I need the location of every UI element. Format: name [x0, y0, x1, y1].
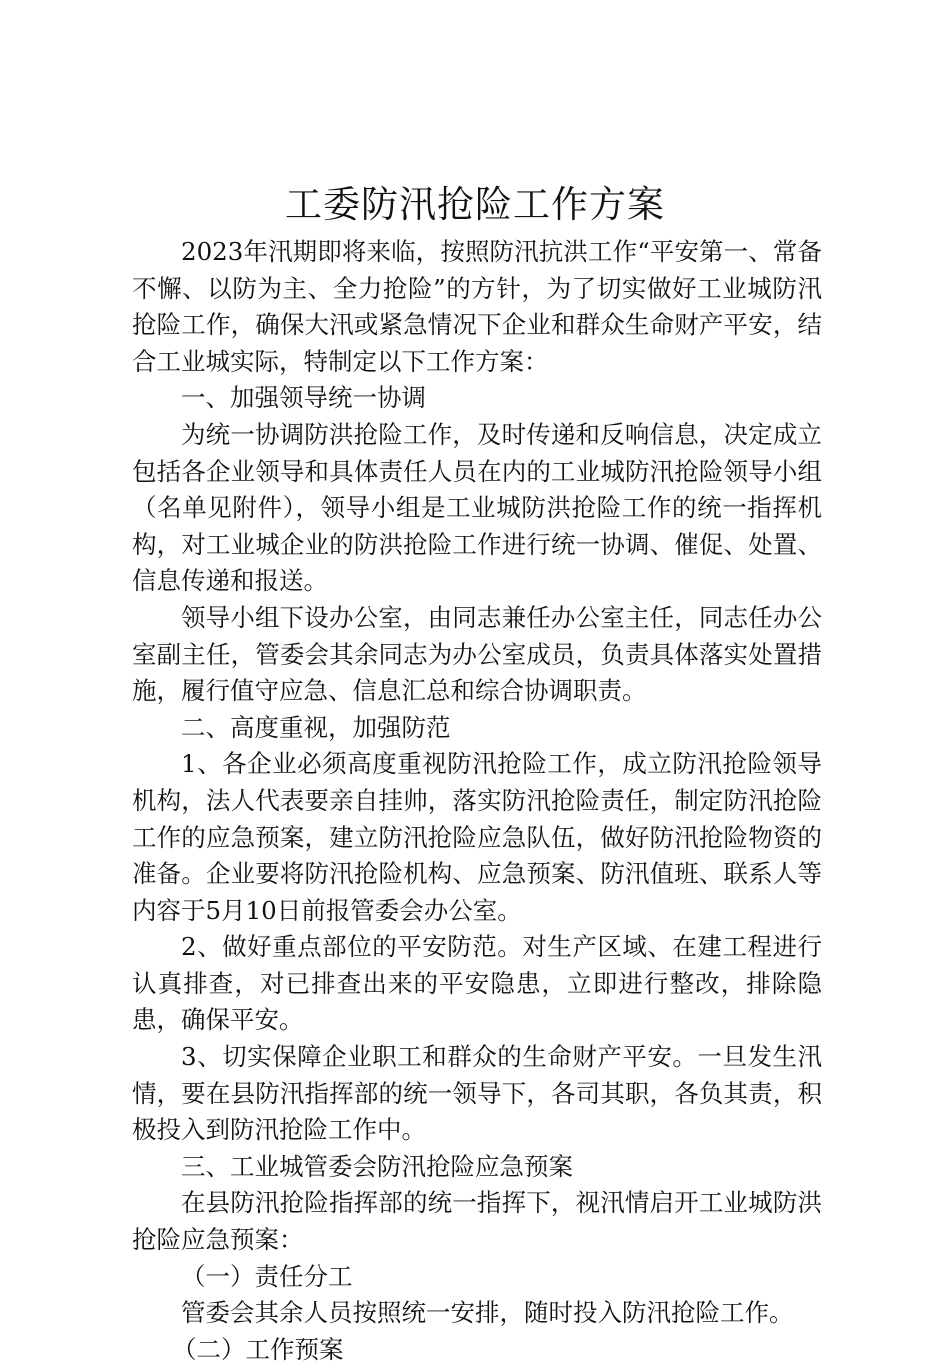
section-heading-2: 二、高度重视，加强防范	[181, 712, 451, 742]
list-item-2: 2、做好重点部位的平安防范。对生产区域、在建工程进行认真排查，对已排查出来的平安隐患，立即进行整改，排除隐患，确保平安。	[132, 932, 822, 1035]
subsection-heading-1: （一）责任分工	[181, 1261, 353, 1291]
body-paragraph: 管委会其余人员按照统一安排，随时投入防汛抢险工作。	[181, 1298, 794, 1328]
section-heading-3: 三、工业城管委会防汛抢险应急预案	[181, 1151, 573, 1181]
body-paragraph: 为统一协调防洪抢险工作，及时传递和反响信息，决定成立包括各企业领导和具体责任人员在内的工业城防汛抢险领导小组（名单见附件），领导小组是工业城防洪抢险工作的统一指挥机构，对工业城企业的防洪抢险工作进行统一协调、催促、处置、信息传递和报送。	[132, 419, 822, 596]
subsection-heading-2: （二）工作预案	[172, 1334, 344, 1364]
body-paragraph: 领导小组下设办公室，由同志兼任办公室主任，同志任办公室副主任，管委会其余同志为办公室成员，负责具体落实处置措施，履行值守应急、信息汇总和综合协调职责。	[132, 602, 822, 706]
list-item-3: 3、切实保障企业职工和群众的生命财产平安。一旦发生汛情，要在县防汛指挥部的统一领导下，各司其职，各负其责，积极投入到防汛抢险工作中。	[132, 1042, 822, 1145]
list-item-1: 1、各企业必须高度重视防汛抢险工作，成立防汛抢险领导机构，法人代表要亲自挂帅，落实防汛抢险责任，制定防汛抢险工作的应急预案，建立防汛抢险应急队伍，做好防汛抢险物资的准备。企业要将防汛抢险机构、应急预案、防汛值班、联系人等内容于5月10日前报管委会办公室。	[132, 749, 822, 925]
section-heading-1: 一、加强领导统一协调	[181, 383, 426, 413]
intro-paragraph: 2023年汛期即将来临，按照防汛抗洪工作“平安第一、常备不懈、以防为主、全力抢险”的方针，为了切实做好工业城防汛抢险工作，确保大汛或紧急情况下企业和群众生命财产平安，结合工业城实际，特制定以下工作方案：	[132, 237, 822, 376]
document-title: 工委防汛抢险工作方案	[285, 183, 665, 226]
body-paragraph: 在县防汛抢险指挥部的统一指挥下，视汛情启开工业城防洪抢险应急预案：	[132, 1188, 822, 1255]
document-body	[132, 234, 822, 1368]
